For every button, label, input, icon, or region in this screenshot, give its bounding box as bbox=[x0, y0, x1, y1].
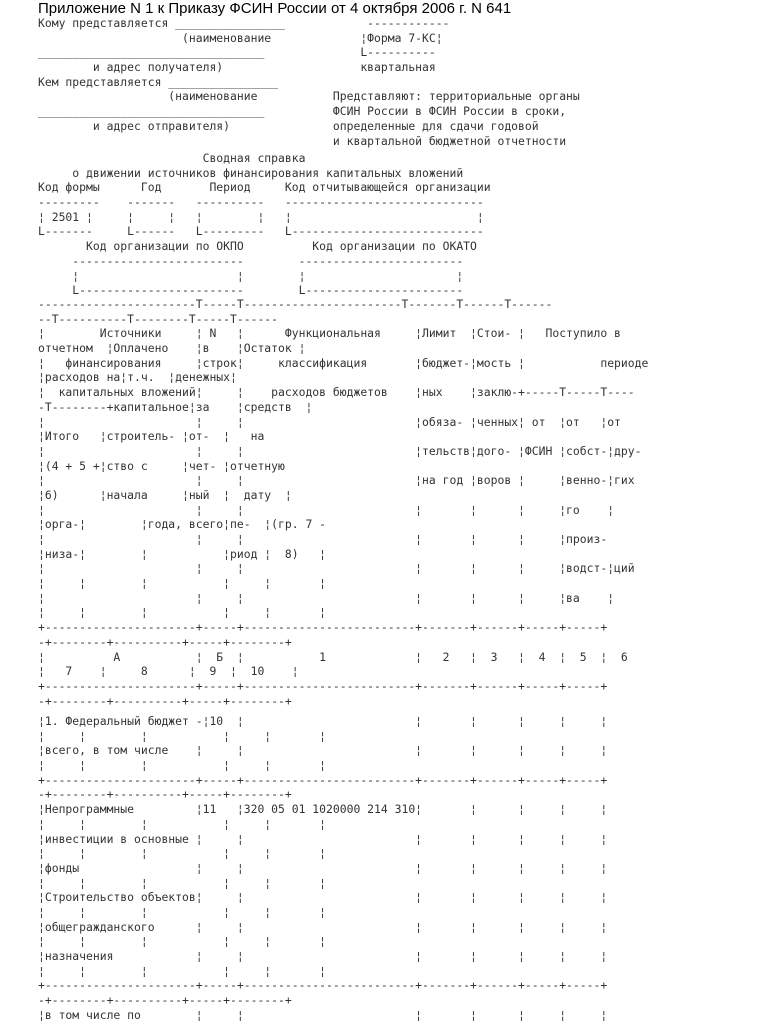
text-line: ¦расходов на¦т.ч. ¦денежных¦ bbox=[38, 370, 237, 385]
text-line: ¦ А ¦ Б ¦ 1 ¦ 2 ¦ 3 ¦ 4 ¦ 5 ¦ 6 bbox=[38, 649, 628, 664]
text-line: ¦ ¦ ¦ ¦обяза- ¦ченных¦ от ¦от ¦от bbox=[38, 414, 621, 429]
text-line: +----------------------+-----+-------------------------+-------+------+-----+-----+ bbox=[38, 772, 608, 787]
text-line: ¦ 2501 ¦ ¦ ¦ ¦ ¦ ¦ ¦ bbox=[38, 209, 484, 224]
text-line: ¦ ¦ ¦ ¦ ¦ ¦ ¦произ- bbox=[38, 532, 608, 546]
text-line: -+--------+----------+-----+--------+ bbox=[38, 993, 292, 1008]
text-line: ¦ ¦ ¦ ¦ ¦ ¦ bbox=[38, 875, 327, 890]
text-line: ¦Строительство объектов¦ ¦ ¦ ¦ ¦ ¦ ¦ bbox=[38, 890, 608, 905]
text-line: ¦ ¦ ¦ ¦на год ¦воров ¦ ¦венно-¦гих bbox=[38, 473, 635, 488]
text-line: и адрес получателя) квартальная bbox=[38, 60, 436, 75]
text-line: ¦ 7 ¦ 8 ¦ 9 ¦ 10 ¦ bbox=[38, 664, 299, 679]
text-line: ¦ Источники ¦ N ¦ Функциональная ¦Лимит ¦Стои- ¦ Поступило в bbox=[38, 326, 621, 341]
text-line: +----------------------+-----+-------------------------+-------+------+-----+-----+ bbox=[38, 978, 608, 993]
form-title-block bbox=[38, 151, 491, 298]
text-line: ¦ ¦ ¦ ¦ ¦ ¦ bbox=[38, 758, 327, 773]
text-line: ¦ ¦ ¦ ¦ ¦ ¦ bbox=[38, 904, 327, 919]
text-line: ¦фонды ¦ ¦ ¦ ¦ ¦ ¦ ¦ bbox=[38, 860, 608, 875]
text-line: +----------------------+-----+-------------------------+-------+------+-----+-----+ bbox=[38, 620, 608, 635]
text-line: ¦назначения ¦ ¦ ¦ ¦ ¦ ¦ ¦ bbox=[38, 949, 608, 963]
text-line: (наименование ¦Форма 7-КС¦ bbox=[38, 30, 443, 45]
text-line: ¦ ¦ ¦ ¦ ¦ ¦ ¦ва ¦ bbox=[38, 590, 615, 605]
text-line: (наименование Представляют: территориальные органы bbox=[38, 89, 580, 104]
text-line: ¦орга-¦ ¦года, всего¦пе- ¦(гр. 7 - bbox=[38, 517, 327, 532]
text-line: L------- L------ L--------- L---------------------------- bbox=[38, 224, 484, 239]
text-line: ¦1. Федеральный бюджет -¦10 ¦ ¦ ¦ ¦ ¦ ¦ bbox=[38, 714, 608, 728]
text-line: ¦ капитальных вложений¦ ¦ расходов бюджетов ¦ных ¦заклю-+-----T-----T---- bbox=[38, 385, 635, 400]
text-line: Сводная справка bbox=[38, 151, 306, 165]
text-line: ¦ ¦ ¦ ¦ ¦ ¦ bbox=[38, 605, 327, 620]
text-line: L------------------------ L----------------------- bbox=[38, 283, 464, 298]
text-line: -+--------+----------+-----+--------+ bbox=[38, 693, 292, 708]
text-line: о движении источников финансирования капитальных вложений bbox=[38, 165, 464, 180]
text-line: Код организации по ОКПО Код организации по ОКАТО bbox=[38, 239, 477, 254]
text-line: --T----------T--------T-----T------ bbox=[38, 311, 279, 326]
text-line: _________________________________ ФСИН России в ФСИН России в сроки, bbox=[38, 104, 567, 119]
text-line: ¦всего, в том числе ¦ ¦ ¦ ¦ ¦ ¦ ¦ bbox=[38, 743, 608, 758]
text-line: ¦ ¦ ¦ ¦тельств¦дого- ¦ФСИН ¦собст-¦дру- bbox=[38, 443, 642, 458]
text-line: ¦ ¦ ¦ ¦ ¦ ¦ ¦го ¦ bbox=[38, 502, 615, 517]
text-line: ¦низа-¦ ¦ ¦риод ¦ 8) ¦ bbox=[38, 546, 327, 561]
text-line: -+--------+----------+-----+--------+ bbox=[38, 787, 292, 802]
text-line: --------- ------- ---------- ----------------------------- bbox=[38, 195, 484, 210]
text-line: ¦общегражданского ¦ ¦ ¦ ¦ ¦ ¦ ¦ bbox=[38, 919, 608, 934]
text-line: ¦ ¦ ¦ ¦ ¦ ¦ bbox=[38, 934, 327, 949]
text-line: -----------------------T-----T-----------------------T-------T------T------ bbox=[38, 297, 553, 311]
text-line: ¦ ¦ ¦ ¦ ¦ ¦ bbox=[38, 816, 327, 831]
table-header-block bbox=[38, 297, 648, 708]
text-line: и квартальной бюджетной отчетности bbox=[38, 133, 567, 148]
table-body-block bbox=[38, 714, 607, 1022]
text-line: Код формы Год Период Код отчитывающейся организации bbox=[38, 180, 491, 195]
text-line: Кем представляется ________________ bbox=[38, 74, 279, 89]
text-line: -T--------+капитальное¦за ¦средств ¦ bbox=[38, 399, 313, 414]
document-title: Приложение N 1 к Приказу ФСИН России от 4 октября 2006 г. N 641 bbox=[38, 0, 512, 17]
text-line: ¦Итого ¦строитель- ¦от- ¦ на bbox=[38, 429, 265, 444]
text-line: -+--------+----------+-----+--------+ bbox=[38, 634, 292, 649]
text-line: _________________________________ L---------- bbox=[38, 45, 436, 60]
text-line: ¦ ¦ ¦ ¦ ¦ ¦ bbox=[38, 846, 327, 861]
text-line: ¦6) ¦начала ¦ный ¦ дату ¦ bbox=[38, 487, 292, 502]
header-block bbox=[38, 16, 580, 148]
text-line: ¦ ¦ ¦ ¦ bbox=[38, 268, 464, 283]
text-line: ¦ ¦ ¦ ¦ ¦ ¦ bbox=[38, 576, 327, 591]
text-line: ¦в том числе по ¦ ¦ ¦ ¦ ¦ ¦ ¦ bbox=[38, 1007, 608, 1022]
text-line: ¦ финансирования ¦строк¦ классификация ¦бюджет-¦мость ¦ периоде bbox=[38, 355, 649, 370]
text-line: и адрес отправителя) определенные для сдачи годовой bbox=[38, 118, 539, 133]
text-line: отчетном ¦Оплачено ¦в ¦Остаток ¦ bbox=[38, 341, 306, 356]
text-line: Кому представляется ________________ ------------ bbox=[38, 16, 450, 30]
text-line: +----------------------+-----+-------------------------+-------+------+-----+-----+ bbox=[38, 678, 608, 693]
text-line: ¦инвестиции в основные ¦ ¦ ¦ ¦ ¦ ¦ ¦ bbox=[38, 831, 608, 846]
text-line: ¦(4 + 5 +¦ство с ¦чет- ¦отчетную bbox=[38, 458, 285, 473]
text-line: ¦ ¦ ¦ ¦ ¦ ¦ bbox=[38, 728, 327, 743]
text-line: ¦ ¦ ¦ ¦ ¦ ¦ ¦водст-¦ций bbox=[38, 561, 635, 576]
text-line: ¦ ¦ ¦ ¦ ¦ ¦ bbox=[38, 963, 327, 978]
text-line: ------------------------- ------------------------ bbox=[38, 253, 464, 268]
text-line: ¦Непрограммные ¦11 ¦320 05 01 1020000 214 310¦ ¦ ¦ ¦ ¦ bbox=[38, 802, 608, 817]
